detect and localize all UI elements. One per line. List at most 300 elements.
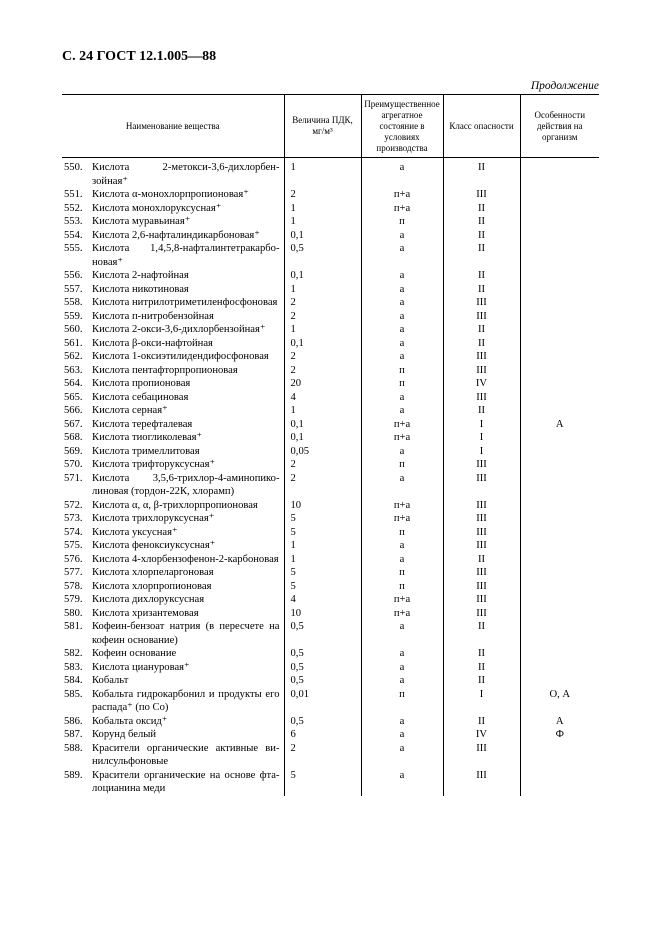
- cell-state: а: [361, 296, 443, 310]
- cell-pdk: 2: [284, 364, 361, 378]
- substances-table: [62, 94, 599, 796]
- cell-substance: [62, 526, 284, 540]
- cell-pdk: 1: [284, 404, 361, 418]
- row-number: 556.: [64, 270, 83, 281]
- cell-hazard-class: II: [443, 158, 520, 189]
- cell-features: Ф: [520, 728, 599, 742]
- table-row: [62, 728, 599, 742]
- cell-features: [520, 674, 599, 688]
- cell-hazard-class: III: [443, 296, 520, 310]
- substance-name: Кислота трихлоруксусная⁺: [92, 513, 215, 524]
- substance-name: Кислота β-окси-нафтойная: [92, 337, 213, 349]
- substance-name: Кислота никотиновая: [92, 283, 189, 295]
- cell-features: [520, 593, 599, 607]
- substance-name: Кобальт: [92, 675, 129, 686]
- cell-substance: [62, 296, 284, 310]
- cell-substance: [62, 229, 284, 243]
- row-number: 572.: [64, 499, 83, 511]
- row-number: 575.: [64, 540, 83, 551]
- substance-name: Кислота нитрилотриметиленфосфоновая: [92, 297, 278, 308]
- cell-pdk: 10: [284, 499, 361, 513]
- cell-features: [520, 647, 599, 661]
- cell-features: [520, 607, 599, 621]
- table-row: [62, 742, 599, 769]
- row-number: 555.: [64, 243, 83, 254]
- cell-pdk: 20: [284, 377, 361, 391]
- substance-name: Кислота 1,4,5,8-нафталинтетракарбоновая⁺: [92, 243, 280, 268]
- cell-state: а: [361, 283, 443, 297]
- cell-hazard-class: I: [443, 418, 520, 432]
- cell-hazard-class: II: [443, 202, 520, 216]
- table-row: [62, 269, 599, 283]
- cell-substance: [62, 647, 284, 661]
- cell-features: [520, 566, 599, 580]
- substance-name: Кислота α, α, β-трихлорпропионовая: [92, 499, 258, 511]
- row-number: 581.: [64, 621, 83, 632]
- cell-features: [520, 472, 599, 499]
- cell-state: п: [361, 526, 443, 540]
- row-number: 559.: [64, 310, 83, 322]
- substance-name: Кислота 2,6-нафталиндикарбоновая⁺: [92, 229, 260, 241]
- cell-substance: [62, 215, 284, 229]
- table-row: [62, 458, 599, 472]
- cell-pdk: 0,5: [284, 242, 361, 269]
- substance-name: Кислота монохлоруксусная⁺: [92, 202, 222, 214]
- table-row: [62, 215, 599, 229]
- table-row: [62, 674, 599, 688]
- cell-features: [520, 377, 599, 391]
- substance-name: Кофеин основание: [92, 648, 177, 659]
- cell-features: [520, 539, 599, 553]
- cell-state: а: [361, 229, 443, 243]
- cell-state: п+а: [361, 418, 443, 432]
- substance-name: Кислота пентафторпропионовая: [92, 364, 238, 376]
- column-header-features: Особенности действия на организм: [520, 95, 599, 158]
- row-number: 557.: [64, 283, 83, 295]
- row-number: 586.: [64, 715, 83, 727]
- cell-hazard-class: III: [443, 580, 520, 594]
- table-row: [62, 158, 599, 189]
- table-row: [62, 512, 599, 526]
- cell-hazard-class: II: [443, 229, 520, 243]
- table-row: [62, 620, 599, 647]
- cell-state: п+а: [361, 499, 443, 513]
- cell-substance: [62, 580, 284, 594]
- cell-pdk: 5: [284, 769, 361, 796]
- substance-name: Кислота себациновая: [92, 391, 189, 403]
- cell-pdk: 0,1: [284, 229, 361, 243]
- cell-hazard-class: III: [443, 566, 520, 580]
- table-row: [62, 661, 599, 675]
- substance-name: Кислота хризантемовая: [92, 607, 199, 619]
- cell-hazard-class: III: [443, 364, 520, 378]
- table-row: [62, 539, 599, 553]
- cell-state: п+а: [361, 593, 443, 607]
- row-number: 584.: [64, 675, 83, 686]
- row-number: 582.: [64, 648, 83, 659]
- row-number: 585.: [64, 688, 83, 700]
- cell-substance: [62, 323, 284, 337]
- cell-features: [520, 364, 599, 378]
- cell-features: [520, 242, 599, 269]
- row-number: 550.: [64, 162, 83, 173]
- cell-substance: [62, 769, 284, 796]
- cell-hazard-class: II: [443, 661, 520, 675]
- table-row: [62, 323, 599, 337]
- cell-state: а: [361, 715, 443, 729]
- table-row: [62, 472, 599, 499]
- cell-state: п: [361, 458, 443, 472]
- continuation-label: Продолжение: [530, 80, 599, 92]
- substance-name: Кислота 4-хлорбензофенон-2-карбоновая: [92, 553, 279, 565]
- table-row: [62, 350, 599, 364]
- cell-substance: [62, 431, 284, 445]
- cell-features: [520, 337, 599, 351]
- table-row: [62, 377, 599, 391]
- cell-features: [520, 580, 599, 594]
- cell-state: а: [361, 404, 443, 418]
- cell-pdk: 0,5: [284, 674, 361, 688]
- cell-pdk: 0,5: [284, 620, 361, 647]
- cell-hazard-class: I: [443, 688, 520, 715]
- cell-pdk: 2: [284, 188, 361, 202]
- cell-hazard-class: III: [443, 512, 520, 526]
- cell-hazard-class: II: [443, 647, 520, 661]
- cell-hazard-class: III: [443, 472, 520, 499]
- cell-pdk: 1: [284, 323, 361, 337]
- cell-features: [520, 431, 599, 445]
- table-row: [62, 566, 599, 580]
- table-row: [62, 526, 599, 540]
- cell-substance: [62, 391, 284, 405]
- cell-substance: [62, 364, 284, 378]
- column-header-substance: Наименование вещества: [62, 95, 284, 158]
- substance-name: Красители органические активные винилсульфоновые: [92, 742, 280, 767]
- substance-name: Кислота хлорпеларгоновая: [92, 567, 214, 578]
- cell-substance: [62, 269, 284, 283]
- cell-state: а: [361, 620, 443, 647]
- row-number: 577.: [64, 567, 83, 578]
- cell-pdk: 2: [284, 296, 361, 310]
- cell-state: п+а: [361, 202, 443, 216]
- cell-state: а: [361, 539, 443, 553]
- substance-name: Кислота α-монохлорпропионовая⁺: [92, 189, 249, 200]
- cell-state: п+а: [361, 188, 443, 202]
- cell-hazard-class: II: [443, 674, 520, 688]
- cell-features: [520, 350, 599, 364]
- substance-name: Красители органические на основе фталоцианина меди: [92, 769, 280, 794]
- cell-state: а: [361, 391, 443, 405]
- cell-substance: [62, 404, 284, 418]
- cell-substance: [62, 242, 284, 269]
- cell-state: а: [361, 445, 443, 459]
- cell-features: [520, 296, 599, 310]
- cell-features: [520, 391, 599, 405]
- table-row: [62, 553, 599, 567]
- substance-name: Кислота 2-нафтойная: [92, 270, 189, 281]
- cell-hazard-class: I: [443, 445, 520, 459]
- cell-hazard-class: III: [443, 593, 520, 607]
- row-number: 561.: [64, 337, 83, 349]
- substance-name: Кислота терефталевая: [92, 418, 193, 430]
- table-row: [62, 310, 599, 324]
- substance-name: Корунд белый: [92, 729, 157, 740]
- row-number: 576.: [64, 553, 83, 565]
- cell-state: а: [361, 472, 443, 499]
- cell-features: [520, 404, 599, 418]
- cell-features: [520, 310, 599, 324]
- cell-state: а: [361, 337, 443, 351]
- table-row: [62, 337, 599, 351]
- cell-pdk: 1: [284, 539, 361, 553]
- cell-features: [520, 526, 599, 540]
- cell-pdk: 2: [284, 458, 361, 472]
- cell-features: [520, 229, 599, 243]
- substance-name: Кислота муравьиная⁺: [92, 216, 191, 227]
- table-row: [62, 647, 599, 661]
- cell-substance: [62, 688, 284, 715]
- cell-hazard-class: III: [443, 499, 520, 513]
- substance-name: Кислота пропионовая: [92, 378, 191, 389]
- substance-name: Кислота тримеллитовая: [92, 445, 200, 457]
- cell-state: а: [361, 553, 443, 567]
- cell-hazard-class: III: [443, 188, 520, 202]
- cell-pdk: 1: [284, 158, 361, 189]
- substance-name: Кислота феноксиуксусная⁺: [92, 540, 216, 551]
- cell-state: а: [361, 242, 443, 269]
- table-row: [62, 404, 599, 418]
- cell-hazard-class: IV: [443, 728, 520, 742]
- cell-substance: [62, 553, 284, 567]
- table-row: [62, 499, 599, 513]
- cell-hazard-class: III: [443, 769, 520, 796]
- cell-substance: [62, 728, 284, 742]
- table-row: [62, 715, 599, 729]
- cell-pdk: 5: [284, 580, 361, 594]
- cell-hazard-class: II: [443, 283, 520, 297]
- substance-name: Кислота уксусная⁺: [92, 526, 178, 538]
- cell-substance: [62, 202, 284, 216]
- table-row: [62, 580, 599, 594]
- table-row: [62, 445, 599, 459]
- cell-pdk: 0,5: [284, 661, 361, 675]
- cell-substance: [62, 337, 284, 351]
- row-number: 562.: [64, 351, 83, 362]
- table-row: [62, 229, 599, 243]
- row-number: 571.: [64, 472, 83, 484]
- cell-pdk: 0,1: [284, 337, 361, 351]
- cell-pdk: 0,1: [284, 269, 361, 283]
- table-row: [62, 769, 599, 796]
- cell-pdk: 5: [284, 566, 361, 580]
- table-header-row: [62, 95, 599, 158]
- table-row: [62, 296, 599, 310]
- cell-pdk: 0,1: [284, 418, 361, 432]
- cell-hazard-class: III: [443, 539, 520, 553]
- row-number: 554.: [64, 229, 83, 241]
- substance-name: Кислота трифторуксусная⁺: [92, 459, 216, 470]
- cell-pdk: 4: [284, 391, 361, 405]
- substance-name: Кофеин-бензоат натрия (в пересчете на кофеин основание): [92, 621, 280, 646]
- row-number: 553.: [64, 216, 83, 227]
- cell-features: [520, 661, 599, 675]
- cell-features: [520, 620, 599, 647]
- cell-pdk: 1: [284, 215, 361, 229]
- substance-name: Кислота 1-оксиэтилидендифосфоновая: [92, 351, 269, 362]
- cell-substance: [62, 283, 284, 297]
- cell-pdk: 6: [284, 728, 361, 742]
- cell-features: А: [520, 418, 599, 432]
- substance-name: Кислота тиогликолевая⁺: [92, 432, 203, 443]
- substance-name: Кислота хлорпропионовая: [92, 580, 212, 592]
- table-row: [62, 431, 599, 445]
- cell-hazard-class: III: [443, 391, 520, 405]
- cell-substance: [62, 458, 284, 472]
- cell-substance: [62, 512, 284, 526]
- row-number: 588.: [64, 742, 83, 754]
- row-number: 573.: [64, 513, 83, 524]
- cell-substance: [62, 539, 284, 553]
- table-row: [62, 242, 599, 269]
- column-header-pdk: Величина ПДК, мг/м³: [284, 95, 361, 158]
- substance-name: Кислота п-нитробензойная: [92, 310, 214, 322]
- substance-name: Кислота 3,5,6-трихлор-4-аминопиколиновая (тордон-22К, хлорамп): [92, 472, 280, 497]
- cell-substance: [62, 418, 284, 432]
- row-number: 589.: [64, 769, 83, 781]
- cell-pdk: 1: [284, 553, 361, 567]
- cell-pdk: 10: [284, 607, 361, 621]
- substance-name: Кобальта оксид⁺: [92, 715, 168, 727]
- cell-features: А: [520, 715, 599, 729]
- cell-features: [520, 445, 599, 459]
- substance-name: Кислота 2-метокси-3,6-дихлорбензойная⁺: [92, 162, 280, 187]
- row-number: 569.: [64, 445, 83, 457]
- cell-substance: [62, 742, 284, 769]
- cell-state: п: [361, 215, 443, 229]
- cell-state: п: [361, 364, 443, 378]
- table-row: [62, 391, 599, 405]
- cell-state: а: [361, 728, 443, 742]
- cell-hazard-class: III: [443, 310, 520, 324]
- cell-substance: [62, 620, 284, 647]
- cell-features: [520, 158, 599, 189]
- cell-hazard-class: II: [443, 337, 520, 351]
- cell-features: [520, 512, 599, 526]
- cell-state: а: [361, 674, 443, 688]
- cell-state: а: [361, 269, 443, 283]
- cell-substance: [62, 499, 284, 513]
- row-number: 566.: [64, 405, 83, 416]
- cell-hazard-class: III: [443, 742, 520, 769]
- cell-substance: [62, 607, 284, 621]
- cell-hazard-class: III: [443, 458, 520, 472]
- cell-state: п: [361, 688, 443, 715]
- cell-substance: [62, 445, 284, 459]
- row-number: 570.: [64, 459, 83, 470]
- cell-substance: [62, 566, 284, 580]
- cell-state: п: [361, 377, 443, 391]
- cell-hazard-class: II: [443, 242, 520, 269]
- row-number: 563.: [64, 364, 83, 376]
- table-row: [62, 202, 599, 216]
- column-header-state: Преимущественное агрегатное состояние в условиях производства: [361, 95, 443, 158]
- cell-pdk: 0,01: [284, 688, 361, 715]
- cell-substance: [62, 593, 284, 607]
- table-row: [62, 188, 599, 202]
- cell-state: а: [361, 647, 443, 661]
- row-number: 552.: [64, 202, 83, 214]
- cell-hazard-class: II: [443, 323, 520, 337]
- cell-substance: [62, 188, 284, 202]
- cell-pdk: 2: [284, 310, 361, 324]
- cell-substance: [62, 350, 284, 364]
- cell-substance: [62, 661, 284, 675]
- cell-features: [520, 769, 599, 796]
- cell-state: а: [361, 310, 443, 324]
- row-number: 565.: [64, 391, 83, 403]
- cell-hazard-class: I: [443, 431, 520, 445]
- cell-features: [520, 742, 599, 769]
- cell-substance: [62, 674, 284, 688]
- cell-pdk: 2: [284, 350, 361, 364]
- cell-pdk: 5: [284, 512, 361, 526]
- row-number: 567.: [64, 418, 83, 430]
- table-row: [62, 364, 599, 378]
- row-number: 564.: [64, 378, 83, 389]
- cell-pdk: 0,5: [284, 647, 361, 661]
- table-row: [62, 593, 599, 607]
- row-number: 580.: [64, 607, 83, 619]
- cell-features: [520, 283, 599, 297]
- cell-state: а: [361, 742, 443, 769]
- cell-state: п+а: [361, 607, 443, 621]
- cell-substance: [62, 158, 284, 189]
- row-number: 579.: [64, 594, 83, 605]
- substance-name: Кобальта гидрокарбонил и продукты его распада⁺ (по Со): [92, 688, 280, 713]
- cell-features: [520, 215, 599, 229]
- cell-pdk: 4: [284, 593, 361, 607]
- cell-pdk: 2: [284, 742, 361, 769]
- cell-hazard-class: II: [443, 269, 520, 283]
- cell-hazard-class: II: [443, 553, 520, 567]
- row-number: 574.: [64, 526, 83, 538]
- row-number: 578.: [64, 580, 83, 592]
- cell-state: а: [361, 661, 443, 675]
- cell-features: [520, 269, 599, 283]
- cell-features: [520, 202, 599, 216]
- cell-substance: [62, 377, 284, 391]
- cell-hazard-class: IV: [443, 377, 520, 391]
- cell-pdk: 2: [284, 472, 361, 499]
- cell-pdk: 0,1: [284, 431, 361, 445]
- cell-pdk: 1: [284, 283, 361, 297]
- table-row: [62, 607, 599, 621]
- cell-state: п+а: [361, 431, 443, 445]
- cell-substance: [62, 310, 284, 324]
- cell-state: а: [361, 158, 443, 189]
- cell-hazard-class: III: [443, 607, 520, 621]
- cell-state: а: [361, 769, 443, 796]
- row-number: 560.: [64, 324, 83, 335]
- row-number: 558.: [64, 297, 83, 308]
- cell-features: [520, 458, 599, 472]
- cell-hazard-class: II: [443, 215, 520, 229]
- cell-hazard-class: II: [443, 620, 520, 647]
- cell-features: [520, 188, 599, 202]
- table-row: [62, 688, 599, 715]
- cell-state: п: [361, 580, 443, 594]
- cell-state: п+а: [361, 512, 443, 526]
